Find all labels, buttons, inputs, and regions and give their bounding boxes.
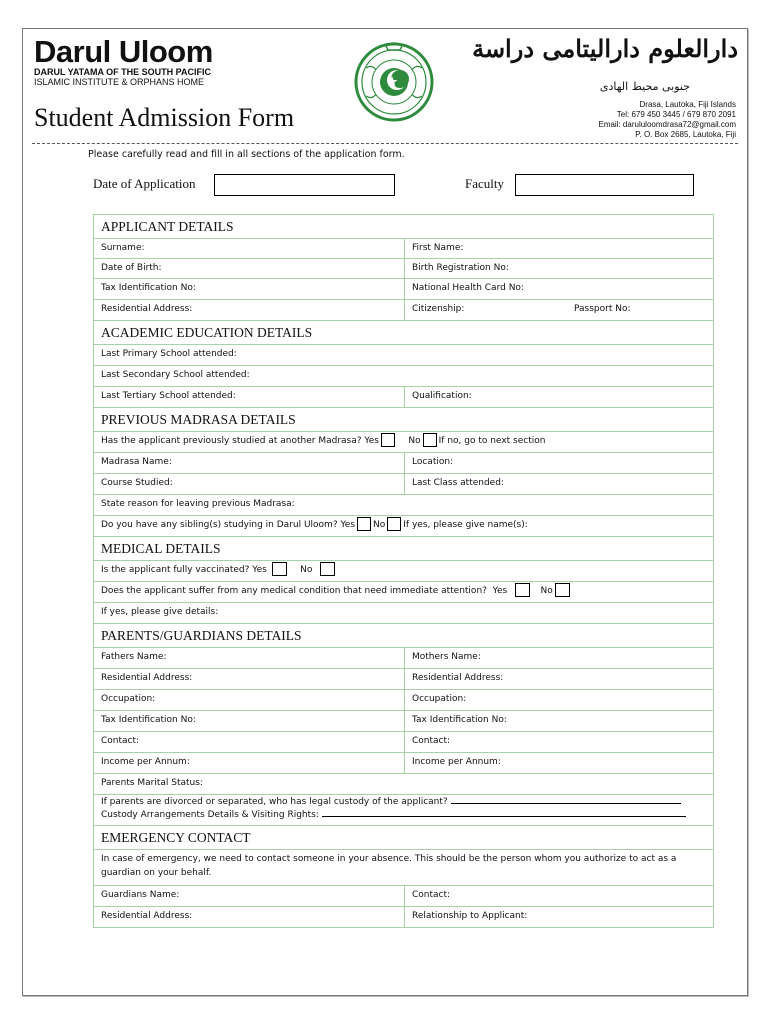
- form-row: [93, 431, 714, 452]
- dob-field[interactable]: Date of Birth:: [101, 263, 162, 273]
- prev-madrasa-question: [94, 432, 545, 451]
- arabic-subtitle: جنوبی محیط الهادی: [599, 80, 690, 93]
- father-tin-field[interactable]: Tax Identification No:: [101, 715, 196, 725]
- no-label: No: [300, 565, 313, 575]
- father-address-field[interactable]: Residential Address:: [101, 673, 193, 683]
- form-row: [93, 515, 714, 536]
- course-studied-field[interactable]: Course Studied:: [101, 478, 173, 488]
- sibling-label: Do you have any sibling(s) studying in Darul Uloom?: [101, 520, 338, 530]
- no-label: No: [373, 520, 386, 530]
- date-of-application-field[interactable]: [214, 174, 395, 196]
- birth-registration-field[interactable]: Birth Registration No:: [404, 259, 509, 278]
- form-row: [93, 365, 714, 386]
- org-name: Darul Uloom: [34, 34, 213, 69]
- citizenship-field[interactable]: Citizenship:: [404, 300, 464, 320]
- condition-question: [94, 582, 572, 601]
- mother-name-field[interactable]: Mothers Name:: [404, 648, 481, 668]
- mother-occupation-field[interactable]: Occupation:: [404, 690, 466, 710]
- father-occupation-field[interactable]: Occupation:: [101, 694, 156, 704]
- guardian-contact-field[interactable]: Contact:: [404, 886, 450, 906]
- section-madrasa: PREVIOUS MADRASA DETAILS: [93, 407, 714, 431]
- prev-madrasa-no-checkbox[interactable]: [423, 433, 437, 447]
- form-row: [93, 386, 714, 407]
- guardian-name-field[interactable]: Guardians Name:: [101, 890, 180, 900]
- form-row: [93, 344, 714, 365]
- custody-arrangements-line[interactable]: [322, 816, 686, 817]
- org-line-2: ISLAMIC INSTITUTE & ORPHANS HOME: [34, 77, 205, 87]
- form-title: Student Admission Form: [34, 103, 295, 132]
- secondary-school-field[interactable]: Last Secondary School attended:: [101, 370, 250, 380]
- form-row: [93, 752, 714, 773]
- seal-logo-icon: [352, 38, 436, 122]
- yes-label: Yes: [492, 586, 508, 596]
- no-label: No: [408, 436, 421, 446]
- madrasa-name-field[interactable]: Madrasa Name:: [101, 457, 172, 467]
- condition-no-checkbox[interactable]: [555, 583, 570, 597]
- tin-field[interactable]: Tax Identification No:: [101, 283, 196, 293]
- emergency-intro: In case of emergency, we need to contact someone in your absence. This should be the person whom you authorize to act as a guardian on your behalf.: [93, 849, 714, 885]
- yes-label: Yes: [364, 436, 379, 446]
- yes-label: Yes: [340, 520, 356, 530]
- medical-details-field[interactable]: If yes, please give details:: [101, 607, 219, 617]
- mother-address-field[interactable]: Residential Address:: [404, 669, 503, 689]
- sibling-note[interactable]: If yes, please give name(s):: [403, 520, 528, 530]
- form-row: [93, 906, 714, 928]
- section-applicant: APPLICANT DETAILS: [93, 214, 714, 238]
- first-name-field[interactable]: First Name:: [404, 239, 463, 258]
- prev-madrasa-note: If no, go to next section: [438, 436, 546, 446]
- residential-address-field[interactable]: Residential Address:: [101, 304, 193, 314]
- yes-label: Yes: [252, 565, 267, 575]
- date-label: Date of Application: [93, 176, 196, 191]
- passport-field[interactable]: Passport No:: [574, 304, 631, 314]
- location-field[interactable]: Location:: [404, 453, 453, 473]
- tertiary-school-field[interactable]: Last Tertiary School attended:: [101, 391, 236, 401]
- primary-school-field[interactable]: Last Primary School attended:: [101, 349, 237, 359]
- prev-madrasa-label: Has the applicant previously studied at another Madrasa?: [101, 436, 362, 446]
- health-card-field[interactable]: National Health Card No:: [404, 279, 524, 299]
- leaving-reason-field[interactable]: State reason for leaving previous Madrasa:: [101, 499, 295, 509]
- contact-pobox: P. O. Box 2685, Lautoka, Fiji: [635, 130, 736, 139]
- form-row: [93, 710, 714, 731]
- contact-block: [598, 100, 736, 140]
- father-income-field[interactable]: Income per Annum:: [101, 757, 190, 767]
- instructions: Please carefully read and fill in all sections of the application form.: [88, 149, 405, 160]
- section-academic: ACADEMIC EDUCATION DETAILS: [93, 320, 714, 344]
- guardian-address-field[interactable]: Residential Address:: [101, 911, 193, 921]
- surname-field[interactable]: Surname:: [101, 243, 145, 253]
- form-row: [93, 278, 714, 299]
- mother-tin-field[interactable]: Tax Identification No:: [404, 711, 507, 731]
- relationship-field[interactable]: Relationship to Applicant:: [404, 907, 527, 927]
- faculty-label: Faculty: [465, 176, 504, 191]
- contact-phone: Tel: 679 450 3445 / 679 870 2091: [616, 110, 736, 119]
- form-row: [93, 238, 714, 258]
- mother-contact-field[interactable]: Contact:: [404, 732, 450, 752]
- custody-arrangements: [101, 806, 686, 825]
- qualification-field[interactable]: Qualification:: [404, 387, 472, 407]
- form-row: [93, 581, 714, 602]
- custody-line[interactable]: [451, 803, 681, 804]
- form-row: [93, 689, 714, 710]
- last-class-field[interactable]: Last Class attended:: [404, 474, 504, 494]
- form-row: [93, 258, 714, 278]
- section-emergency: EMERGENCY CONTACT: [93, 825, 714, 849]
- org-line-1: DARUL YATAMA OF THE SOUTH PACIFIC: [34, 67, 212, 77]
- custody-arrangements-label: Custody Arrangements Details & Visiting Rights:: [101, 810, 319, 820]
- form-row: [93, 494, 714, 515]
- custody-label: If parents are divorced or separated, who has legal custody of the applicant?: [101, 797, 448, 807]
- form-row: [93, 647, 714, 668]
- contact-address: Drasa, Lautoka, Fiji Islands: [639, 100, 736, 109]
- condition-label: Does the applicant suffer from any medical condition that need immediate attention?: [101, 586, 487, 596]
- form-row: [93, 473, 714, 494]
- sibling-yes-checkbox[interactable]: [357, 517, 371, 531]
- form-row: [93, 668, 714, 689]
- contact-email: Email: darululoomdrasa72@gmail.com: [598, 120, 736, 129]
- marital-status-field[interactable]: Parents Marital Status:: [101, 778, 203, 788]
- arabic-org-name: دارالعلوم دارالیتامی دراسة: [472, 34, 738, 63]
- divider: [32, 143, 738, 144]
- form-row: [93, 885, 714, 906]
- form-row: [93, 731, 714, 752]
- vaccinated-yes-checkbox[interactable]: [272, 562, 287, 576]
- prev-madrasa-yes-checkbox[interactable]: [381, 433, 395, 447]
- form-row: [93, 560, 714, 581]
- faculty-field[interactable]: [515, 174, 694, 196]
- admission-form: [93, 214, 714, 928]
- condition-yes-checkbox[interactable]: [515, 583, 530, 597]
- form-row: [93, 452, 714, 473]
- mother-income-field[interactable]: Income per Annum:: [404, 753, 501, 773]
- vaccinated-question: [94, 561, 337, 580]
- form-row: [93, 773, 714, 794]
- form-row: [93, 602, 714, 623]
- father-name-field[interactable]: Fathers Name:: [101, 652, 167, 662]
- section-medical: MEDICAL DETAILS: [93, 536, 714, 560]
- vaccinated-label: Is the applicant fully vaccinated?: [101, 565, 250, 575]
- section-parents: PARENTS/GUARDIANS DETAILS: [93, 623, 714, 647]
- father-contact-field[interactable]: Contact:: [101, 736, 140, 746]
- form-row: [93, 794, 714, 825]
- form-row: [93, 299, 714, 320]
- sibling-no-checkbox[interactable]: [387, 517, 401, 531]
- sibling-question: [94, 516, 528, 535]
- no-label: No: [540, 586, 553, 596]
- vaccinated-no-checkbox[interactable]: [320, 562, 335, 576]
